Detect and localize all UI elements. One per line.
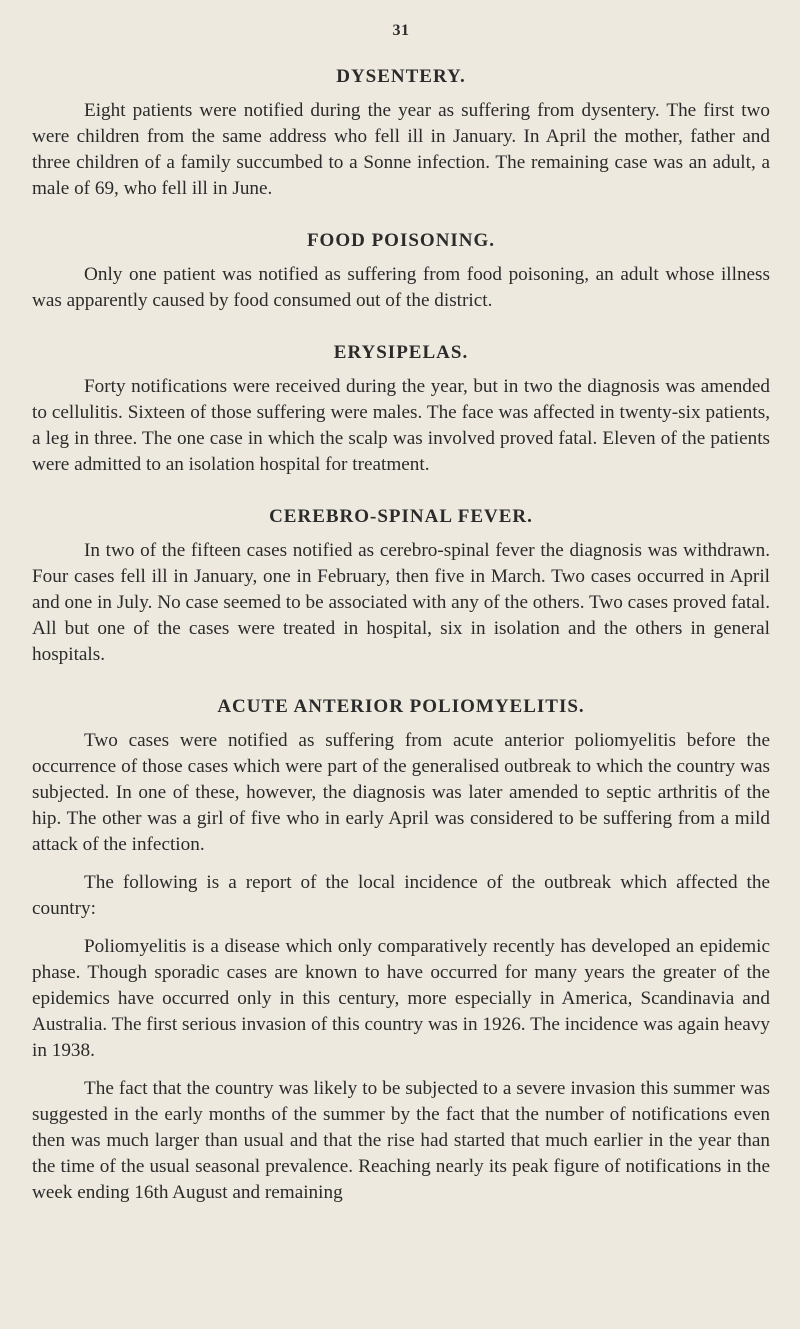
paragraph: In two of the fifteen cases notified as cerebro-spinal fever the diagnosis was withdrawn. Four cases fell ill in January, one in February, then five in March. Two cases occurred in April and one in July. No case seemed to be associated with any of the others. Two cases proved fatal. All but one of the cases were treated in hospital, six in isolation and the others in general hospitals. xyxy=(32,540,770,665)
section-gap xyxy=(32,490,770,504)
section-gap xyxy=(32,680,770,694)
section-dysentery xyxy=(32,64,770,202)
section-cerebro-spinal-fever xyxy=(32,504,770,668)
section-heading: ACUTE ANTERIOR POLIOMYELITIS. xyxy=(217,696,585,717)
page-number: 31 xyxy=(392,22,410,39)
section-heading: ERYSIPELAS. xyxy=(333,342,469,363)
paragraph: Forty notifications were received during the year, but in two the diagnosis was amended to cellulitis. Sixteen of those suffering were males. The face was affected in twenty-six patients, a leg in three. The one case in which the scalp was involved proved fatal. Eleven of the patients were admitted to an isolation hospital for treatment. xyxy=(32,376,770,475)
section-heading: FOOD POISONING. xyxy=(306,230,496,251)
paragraph: Poliomyelitis is a disease which only comparatively recently has developed an epidemic phase. Though sporadic cases are known to have occurred for many years the greater of the epidemics have occurred only in this century, more especially in America, Scandinavia and Australia. The first serious invasion of this country was in 1926. The incidence was again heavy in 1938. xyxy=(32,936,770,1061)
section-heading: DYSENTERY. xyxy=(336,66,466,87)
paragraph: The following is a report of the local incidence of the outbreak which affected the country: xyxy=(32,872,770,919)
section-heading: CEREBRO-SPINAL FEVER. xyxy=(269,506,533,527)
section-gap xyxy=(32,214,770,228)
paragraph: Eight patients were notified during the year as suffering from dysentery. The first two were children from the same address who fell ill in January. In April the mother, father and three children of a family succumbed to a Sonne infection. The remaining case was an adult, a male of 69, who fell ill in June. xyxy=(32,100,770,199)
section-food-poisoning xyxy=(32,228,770,314)
paragraph: The fact that the country was likely to be subjected to a severe invasion this summer was suggested in the early months of the summer by the fact that the number of notifications even then was much larger than usual and that the rise had started that much earlier in the year than the time of the usual seasonal prevalence. Reaching nearly its peak figure of notifications in the week ending 16th August and remaining xyxy=(32,1078,770,1203)
section-gap xyxy=(32,326,770,340)
paragraph: Only one patient was notified as suffering from food poisoning, an adult whose illness was apparently caused by food consumed out of the district. xyxy=(32,264,770,311)
section-erysipelas xyxy=(32,340,770,478)
section-poliomyelitis xyxy=(32,694,770,1206)
paragraph: Two cases were notified as suffering from acute anterior poliomyelitis before the occurrence of those cases which were part of the generalised outbreak to which the country was subjected. In one of these, however, the diagnosis was later amended to septic arthritis of the hip. The other was a girl of five who in early April was considered to be suffering from a mild attack of the infection. xyxy=(32,730,770,855)
